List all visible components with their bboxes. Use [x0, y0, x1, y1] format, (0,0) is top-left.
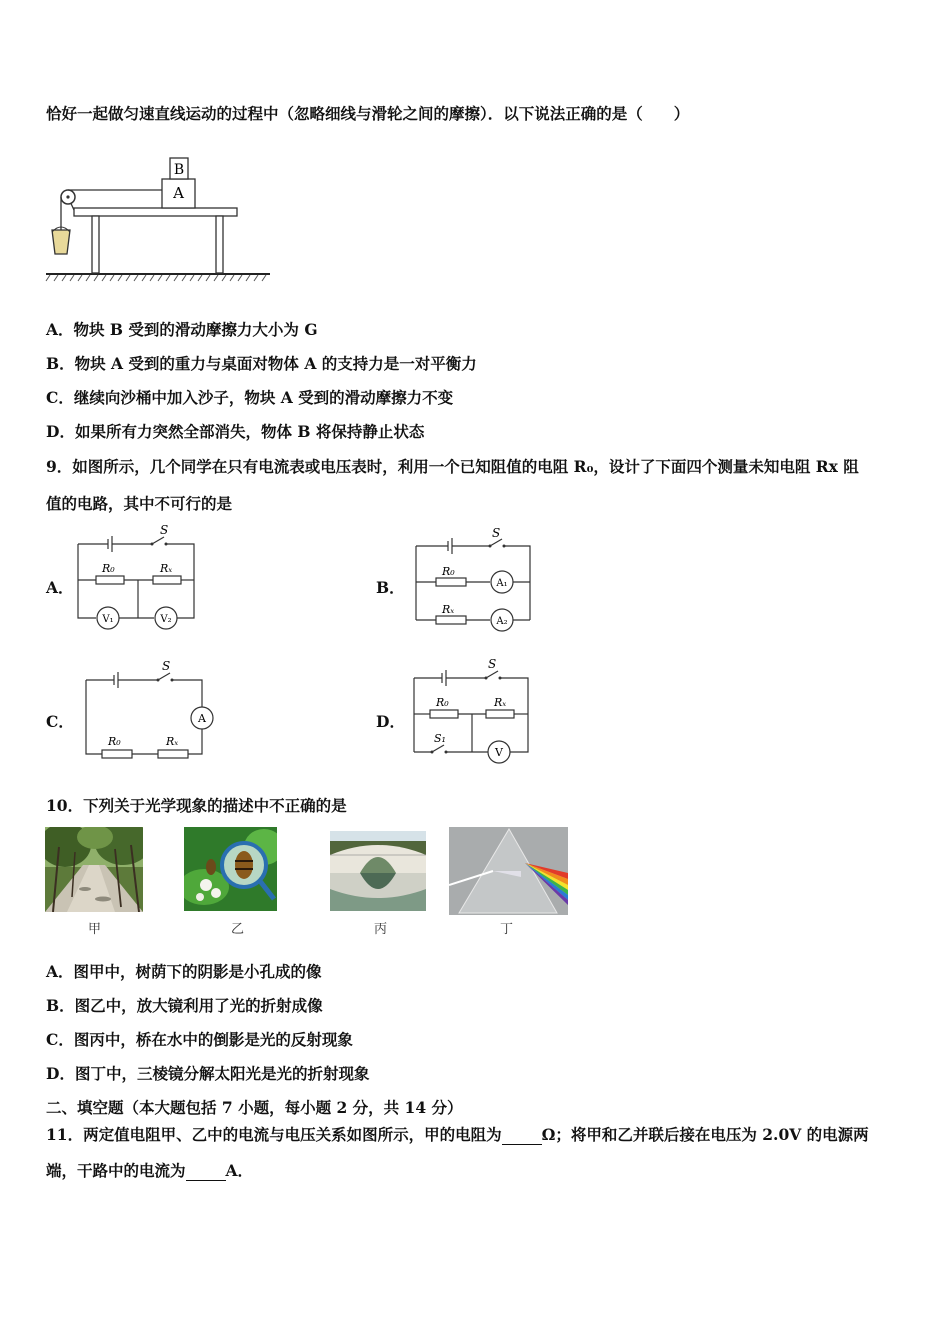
q8-option-a[interactable]: A．物块 B 受到的滑动摩擦力大小为 G	[46, 320, 318, 339]
circuit-a-meter1: V₁	[102, 614, 114, 625]
q10-stem: 10．下列关于光学现象的描述中不正确的是	[46, 796, 347, 815]
circuit-c-r2: Rₓ	[166, 735, 179, 748]
q9-option-b-label[interactable]: B．	[376, 578, 405, 597]
photo-jia-tree-shade	[45, 827, 143, 912]
q10-option-a[interactable]: A．图甲中，树荫下的阴影是小孔成的像	[46, 962, 322, 981]
photo-yi-magnifier	[184, 827, 277, 911]
circuit-a-meter2: V₂	[160, 614, 172, 625]
q11-blank-current[interactable]	[186, 1161, 226, 1181]
q8-option-b[interactable]: B．物块 A 受到的重力与桌面对物体 A 的支持力是一对平衡力	[46, 354, 477, 373]
circuit-b-meter1: A₁	[496, 578, 508, 589]
q8-option-c[interactable]: C．继续向沙桶中加入沙子，物块 A 受到的滑动摩擦力不变	[46, 388, 454, 407]
circuit-c-r1: R₀	[108, 735, 121, 748]
q10-option-b[interactable]: B．图乙中，放大镜利用了光的折射成像	[46, 996, 323, 1015]
circuit-b-switch: S	[492, 526, 501, 540]
block-b-label: B	[173, 162, 185, 178]
q11-blank-resistance[interactable]	[502, 1125, 542, 1145]
q11-line2	[46, 1159, 253, 1181]
photo-bing-bridge	[330, 831, 426, 911]
block-a-label: A	[173, 184, 184, 202]
circuit-d-r1: R₀	[436, 696, 449, 709]
caption-jia: 甲	[88, 922, 102, 937]
q9-stem-line1: 9．如图所示，几个同学在只有电流表或电压表时，利用一个已知阻值的电阻 R₀，设计了下面四个测量未知电阻 Rx 阻	[46, 457, 859, 476]
q9-option-c-label[interactable]: C．	[46, 712, 74, 731]
circuit-c-diagram	[80, 656, 220, 766]
section2-title: 二、填空题（本大题包括 7 小题，每小题 2 分，共 14 分）	[46, 1098, 463, 1117]
circuit-b-diagram	[410, 524, 536, 634]
circuit-b-r2: Rₓ	[442, 603, 455, 616]
circuit-a-diagram	[74, 522, 200, 632]
q11-text-c: 端，干路中的电流为	[46, 1161, 186, 1180]
circuit-a-switch: S	[160, 523, 169, 537]
q8-pulley-figure	[44, 150, 276, 285]
q8-option-d[interactable]: D．如果所有力突然全部消失，物体 B 将保持静止状态	[46, 422, 425, 441]
q10-option-d[interactable]: D．图丁中，三棱镜分解太阳光是光的折射现象	[46, 1064, 370, 1083]
q11-text-d: A．	[225, 1161, 254, 1180]
q11-text-b: Ω；将甲和乙并联后接在电压为 2.0V 的电源两	[541, 1125, 869, 1144]
circuit-d-diagram	[408, 654, 536, 770]
photo-ding-prism	[449, 827, 568, 915]
q10-option-c[interactable]: C．图丙中，桥在水中的倒影是光的反射现象	[46, 1030, 353, 1049]
circuit-a-r2: Rₓ	[160, 562, 173, 575]
circuit-c-meter: A	[198, 712, 206, 725]
circuit-b-meter2: A₂	[496, 616, 508, 627]
circuit-d-switch: S	[488, 657, 497, 671]
circuit-d-r2: Rₓ	[494, 696, 507, 709]
circuit-c-switch: S	[162, 659, 171, 673]
q9-option-d-label[interactable]: D．	[376, 712, 405, 731]
q9-option-a-label[interactable]: A．	[46, 578, 74, 597]
circuit-d-meter: V	[495, 746, 503, 759]
caption-bing: 丙	[374, 922, 388, 937]
q9-stem-line2: 值的电路，其中不可行的是	[46, 494, 233, 513]
circuit-a-r1: R₀	[102, 562, 115, 575]
q8-stem: 恰好一起做匀速直线运动的过程中（忽略细线与滑轮之间的摩擦）．以下说法正确的是（ ）	[46, 104, 690, 123]
circuit-d-switch2: S₁	[434, 732, 446, 745]
caption-yi: 乙	[231, 922, 245, 937]
q11-line1	[46, 1123, 869, 1145]
q11-text-a: 11．两定值电阻甲、乙中的电流与电压关系如图所示，甲的电阻为	[46, 1125, 502, 1144]
caption-ding: 丁	[500, 922, 514, 937]
circuit-b-r1: R₀	[442, 565, 455, 578]
